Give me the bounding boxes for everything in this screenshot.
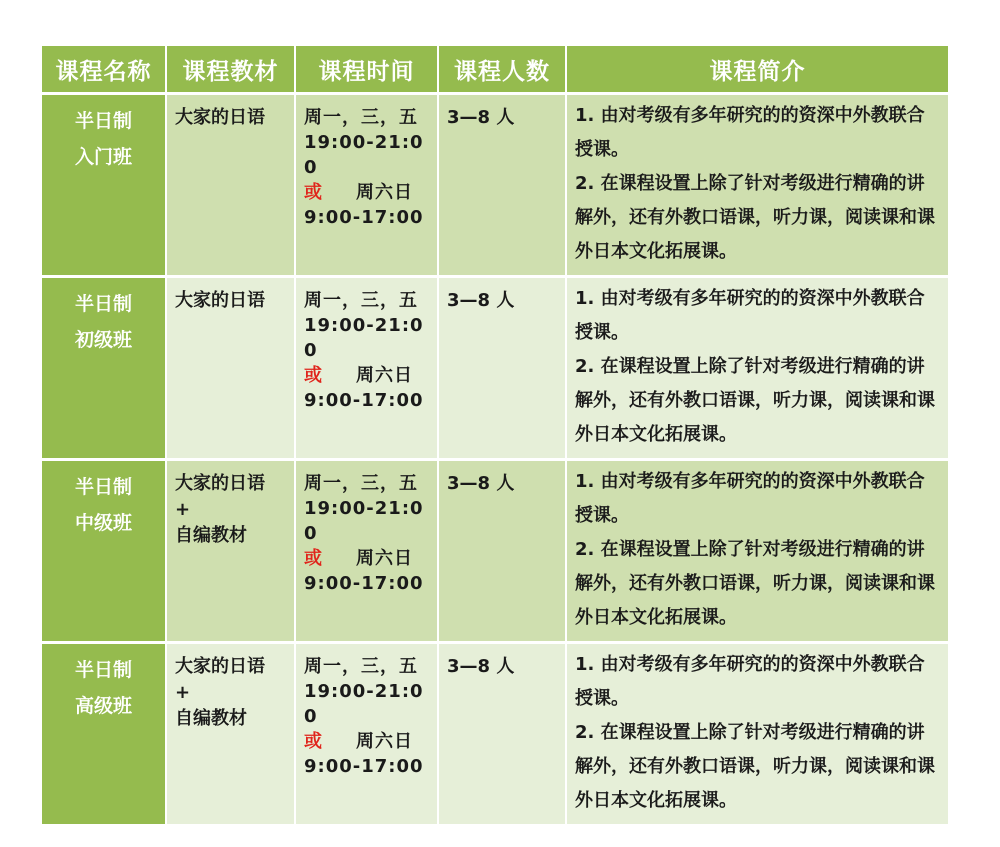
course-level-line: 入门班 [74, 146, 132, 168]
intro-point-2: 2. 在课程设置上除了针对考级进行精确的讲解外，还有外教口语课，听力课，阅读课和课外日本文化拓展课。 [575, 173, 935, 262]
intro-point-2: 2. 在课程设置上除了针对考级进行精确的讲解外，还有外教口语课，听力课，阅读课和课外日本文化拓展课。 [575, 539, 935, 628]
course-name-line: 半日制 [74, 110, 132, 132]
saturday-label: 周六日 [356, 182, 413, 203]
header-course-name: 课程名称 [42, 46, 167, 95]
saturday-label: 周六日 [356, 731, 413, 752]
material-line: 大家的日语 [175, 656, 265, 677]
header-course-time: 课程时间 [296, 46, 439, 95]
saturday-time: 9:00-17:00 [304, 756, 424, 777]
course-name-line: 半日制 [74, 293, 132, 315]
material-line: 大家的日语 [175, 107, 265, 128]
course-name-cell [42, 95, 167, 278]
course-name-cell [42, 278, 167, 461]
header-class-size: 课程人数 [439, 46, 567, 95]
intro-point-1: 1. 由对考级有多年研究的的资深中外教联合授课。 [575, 471, 925, 526]
course-schedule-table [42, 46, 950, 827]
saturday-time: 9:00-17:00 [304, 207, 424, 228]
material-line: 大家的日语 [175, 290, 265, 311]
course-time-cell [296, 95, 439, 278]
intro-point-2: 2. 在课程设置上除了针对考级进行精确的讲解外，还有外教口语课，听力课，阅读课和课外日本文化拓展课。 [575, 356, 935, 445]
saturday-time: 9:00-17:00 [304, 573, 424, 594]
course-intro-cell [567, 278, 950, 461]
course-material-cell [167, 644, 296, 827]
course-material-cell [167, 461, 296, 644]
table-row [42, 278, 950, 461]
class-size-cell: 3—8 人 [439, 278, 567, 461]
weekday-schedule: 周一，三，五19:00-21:00 [304, 473, 424, 544]
course-name-line: 半日制 [74, 476, 132, 498]
material-extra: 自编教材 [175, 525, 247, 546]
saturday-label: 周六日 [356, 548, 413, 569]
course-name-line: 半日制 [74, 659, 132, 681]
class-size-cell: 3—8 人 [439, 461, 567, 644]
table-row [42, 461, 950, 644]
course-time-cell [296, 644, 439, 827]
class-size-cell: 3—8 人 [439, 644, 567, 827]
course-name-cell [42, 461, 167, 644]
saturday-label: 周六日 [356, 365, 413, 386]
course-level-line: 初级班 [74, 329, 132, 351]
intro-point-2: 2. 在课程设置上除了针对考级进行精确的讲解外，还有外教口语课，听力课，阅读课和课外日本文化拓展课。 [575, 722, 935, 811]
or-text: 或 [304, 182, 323, 203]
or-text: 或 [304, 365, 323, 386]
table-header-row [42, 46, 950, 95]
course-intro-cell [567, 461, 950, 644]
course-name-cell [42, 644, 167, 827]
course-level-line: 中级班 [74, 512, 132, 534]
course-time-cell [296, 278, 439, 461]
course-intro-cell [567, 95, 950, 278]
weekday-schedule: 周一，三，五19:00-21:00 [304, 290, 424, 361]
weekday-schedule: 周一，三，五19:00-21:00 [304, 107, 424, 178]
weekday-schedule: 周一，三，五19:00-21:00 [304, 656, 424, 727]
course-material-cell [167, 278, 296, 461]
intro-point-1: 1. 由对考级有多年研究的的资深中外教联合授课。 [575, 654, 925, 709]
material-plus: + [175, 499, 191, 520]
header-course-material: 课程教材 [167, 46, 296, 95]
course-material-cell [167, 95, 296, 278]
course-time-cell [296, 461, 439, 644]
saturday-time: 9:00-17:00 [304, 390, 424, 411]
class-size-cell: 3—8 人 [439, 95, 567, 278]
material-plus: + [175, 682, 191, 703]
table-row [42, 644, 950, 827]
or-text: 或 [304, 731, 323, 752]
or-text: 或 [304, 548, 323, 569]
table-row [42, 95, 950, 278]
course-level-line: 高级班 [74, 695, 132, 717]
intro-point-1: 1. 由对考级有多年研究的的资深中外教联合授课。 [575, 288, 925, 343]
intro-point-1: 1. 由对考级有多年研究的的资深中外教联合授课。 [575, 105, 925, 160]
material-extra: 自编教材 [175, 708, 247, 729]
material-line: 大家的日语 [175, 473, 265, 494]
course-intro-cell [567, 644, 950, 827]
header-course-intro: 课程简介 [567, 46, 950, 95]
